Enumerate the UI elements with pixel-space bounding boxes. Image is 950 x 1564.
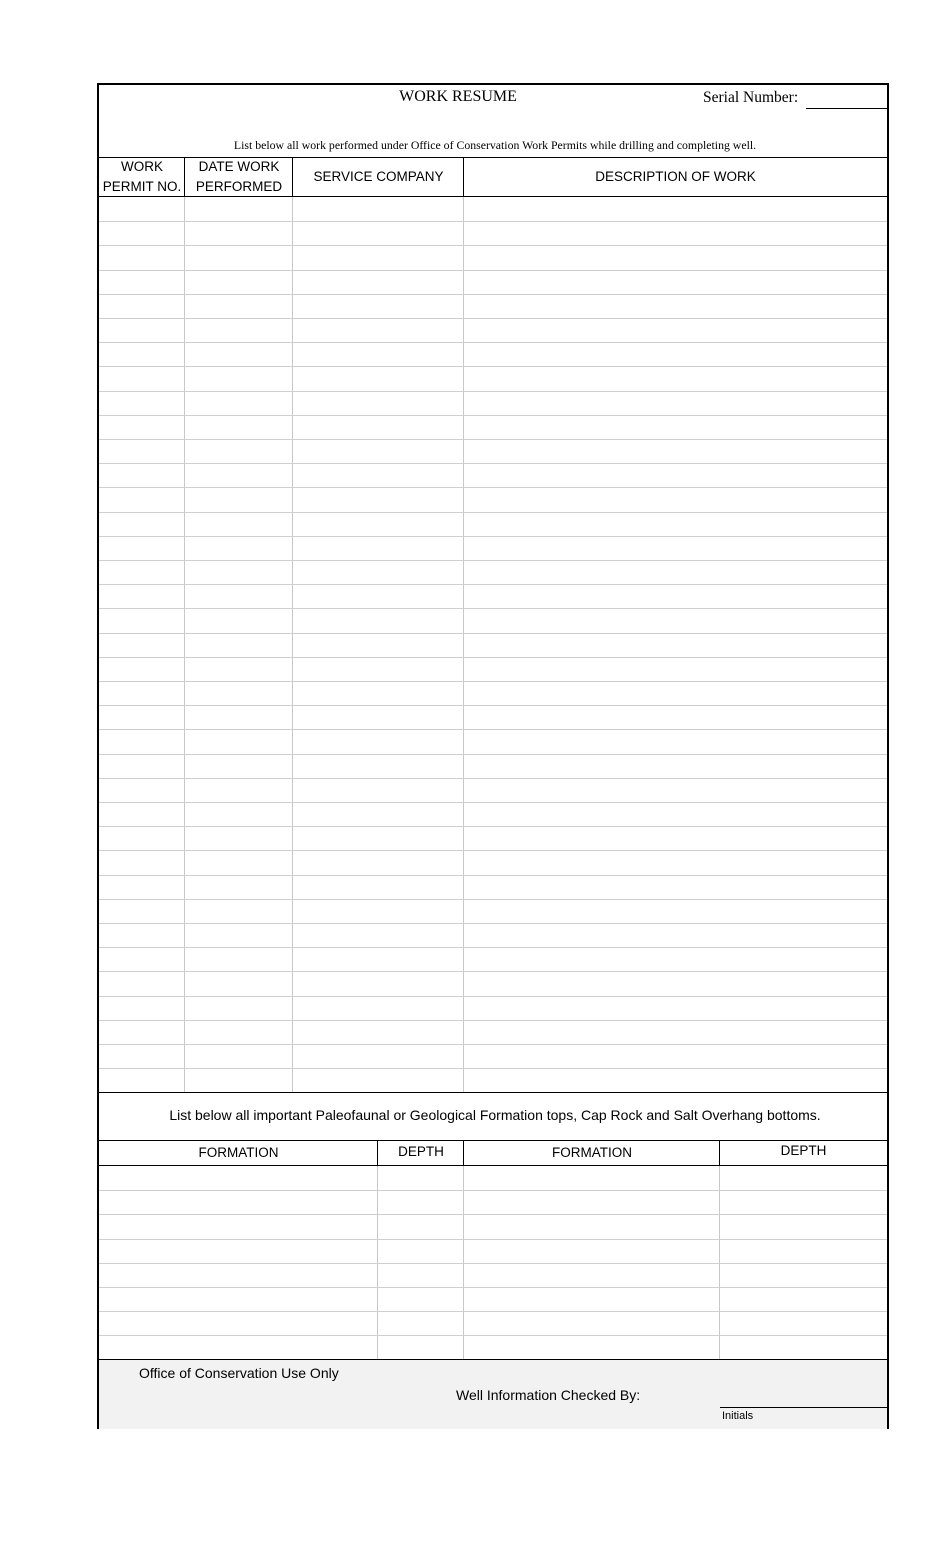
table-row[interactable] bbox=[99, 560, 887, 561]
geology-header-depth-1: DEPTH bbox=[398, 1144, 444, 1159]
table-row[interactable] bbox=[99, 584, 887, 585]
table-row[interactable] bbox=[99, 1335, 887, 1336]
table-row[interactable] bbox=[99, 1214, 887, 1215]
column-header-text: DATE WORK bbox=[198, 158, 280, 174]
table-row[interactable] bbox=[99, 294, 887, 295]
column-divider bbox=[184, 197, 185, 1093]
table-row[interactable] bbox=[99, 1239, 887, 1240]
table-row[interactable] bbox=[99, 754, 887, 755]
table-row[interactable] bbox=[99, 342, 887, 343]
geology-header-bottom-line bbox=[99, 1165, 887, 1166]
column-header-service-company bbox=[293, 157, 464, 196]
table-row[interactable] bbox=[99, 705, 887, 706]
table-row[interactable] bbox=[99, 947, 887, 948]
table-row[interactable] bbox=[99, 415, 887, 416]
table-row[interactable] bbox=[99, 1311, 887, 1312]
table-row[interactable] bbox=[99, 608, 887, 609]
table-row[interactable] bbox=[99, 875, 887, 876]
table-row[interactable] bbox=[99, 270, 887, 271]
geology-header-depth-2: DEPTH bbox=[780, 1143, 827, 1158]
office-use-section bbox=[99, 1360, 887, 1429]
geology-header-formation-2: FORMATION bbox=[552, 1145, 632, 1160]
column-header-date-work bbox=[185, 157, 293, 196]
column-divider bbox=[463, 1140, 464, 1165]
table-row[interactable] bbox=[99, 536, 887, 537]
serial-number-label: Serial Number: bbox=[703, 89, 799, 106]
geology-header-formation-1: FORMATION bbox=[198, 1145, 279, 1160]
column-divider bbox=[463, 197, 464, 1093]
column-header-text: PERFORMED bbox=[195, 178, 283, 194]
column-divider bbox=[377, 1140, 378, 1165]
work-resume-form bbox=[97, 83, 889, 1429]
table-row[interactable] bbox=[99, 391, 887, 392]
column-header-description bbox=[464, 157, 887, 196]
column-header-text: WORK bbox=[120, 158, 163, 174]
column-divider bbox=[463, 157, 464, 196]
column-header-work-permit bbox=[99, 157, 185, 196]
column-divider bbox=[184, 157, 185, 196]
table-row[interactable] bbox=[99, 778, 887, 779]
table-row[interactable] bbox=[99, 657, 887, 658]
table-row[interactable] bbox=[99, 802, 887, 803]
table-row[interactable] bbox=[99, 463, 887, 464]
initials-label: Initials bbox=[722, 1410, 754, 1422]
table-row[interactable] bbox=[99, 826, 887, 827]
column-divider bbox=[292, 197, 293, 1093]
table-row[interactable] bbox=[99, 439, 887, 440]
table-row[interactable] bbox=[99, 221, 887, 222]
table-row[interactable] bbox=[99, 729, 887, 730]
table-row[interactable] bbox=[99, 366, 887, 367]
work-table-bottom-line bbox=[99, 1092, 887, 1093]
serial-number-field[interactable] bbox=[806, 108, 889, 109]
table-row[interactable] bbox=[99, 245, 887, 246]
column-divider bbox=[719, 1140, 720, 1165]
work-instructions: List below all work performed under Office of Conservation Work Permits while drilling and completing well. bbox=[233, 138, 757, 152]
table-row[interactable] bbox=[99, 318, 887, 319]
table-row[interactable] bbox=[99, 971, 887, 972]
table-row[interactable] bbox=[99, 1263, 887, 1264]
table-row[interactable] bbox=[99, 850, 887, 851]
office-use-label: Office of Conservation Use Only bbox=[139, 1365, 339, 1381]
table-row[interactable] bbox=[99, 1044, 887, 1045]
table-row[interactable] bbox=[99, 899, 887, 900]
table-row[interactable] bbox=[99, 487, 887, 488]
column-header-text: SERVICE COMPANY bbox=[313, 168, 444, 184]
table-row[interactable] bbox=[99, 923, 887, 924]
form-title: WORK RESUME bbox=[399, 88, 517, 105]
table-row[interactable] bbox=[99, 1068, 887, 1069]
initials-field[interactable] bbox=[720, 1407, 887, 1408]
geology-instructions: List below all important Paleofaunal or Geological Formation tops, Cap Rock and Salt Overhang bottoms. bbox=[169, 1107, 821, 1123]
table-row[interactable] bbox=[99, 1287, 887, 1288]
table-row[interactable] bbox=[99, 996, 887, 997]
checked-by-label: Well Information Checked By: bbox=[456, 1387, 641, 1403]
column-header-text: PERMIT NO. bbox=[102, 178, 182, 194]
table-row[interactable] bbox=[99, 1190, 887, 1191]
column-divider bbox=[292, 157, 293, 196]
table-row[interactable] bbox=[99, 1020, 887, 1021]
table-row[interactable] bbox=[99, 681, 887, 682]
table-row[interactable] bbox=[99, 633, 887, 634]
column-header-text: DESCRIPTION OF WORK bbox=[595, 168, 756, 184]
table-row[interactable] bbox=[99, 512, 887, 513]
